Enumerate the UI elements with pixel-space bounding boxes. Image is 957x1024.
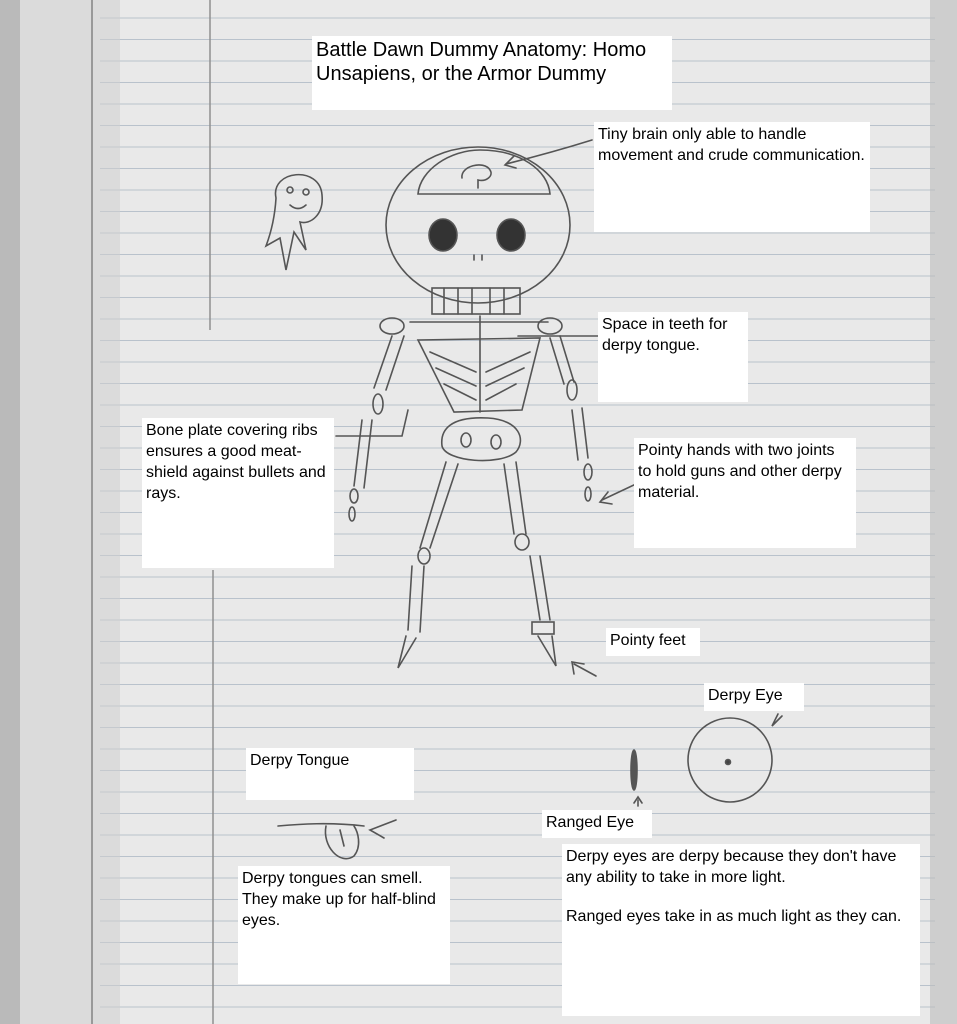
derpy-eye-label: Derpy Eye [704, 683, 804, 711]
teeth-annotation: Space in teeth for derpy tongue. [598, 312, 748, 402]
ranged-eyes-description: Ranged eyes take in as much light as they can. [566, 908, 902, 925]
derpy-tongue-label: Derpy Tongue [246, 748, 414, 800]
brain-annotation: Tiny brain only able to handle movement and crude communication. [594, 122, 870, 232]
derpy-tongue-diagram [278, 824, 364, 859]
derpy-eye-diagram [688, 718, 772, 802]
ranged-eye-diagram [631, 750, 637, 790]
dummy-torso [380, 316, 562, 461]
page-title: Battle Dawn Dummy Anatomy: Homo Unsapiens, or the Armor Dummy [312, 36, 672, 110]
tongue-description: Derpy tongues can smell. They make up for half-blind eyes. [238, 866, 450, 984]
derpy-eyes-description: Derpy eyes are derpy because they don't have any ability to take in more light. [566, 848, 897, 886]
ribs-annotation: Bone plate covering ribs ensures a good meat-shield against bullets and rays. [142, 418, 334, 568]
eyes-description [562, 844, 920, 1016]
ranged-eye-label: Ranged Eye [542, 810, 652, 838]
dummy-arms [349, 336, 592, 521]
feet-annotation: Pointy feet [606, 628, 700, 656]
dummy-skull [386, 147, 570, 303]
ghost-doodle [266, 175, 322, 270]
hands-annotation: Pointy hands with two joints to hold guns and other derpy material. [634, 438, 856, 548]
dummy-teeth [432, 288, 520, 314]
dummy-legs [398, 462, 556, 668]
